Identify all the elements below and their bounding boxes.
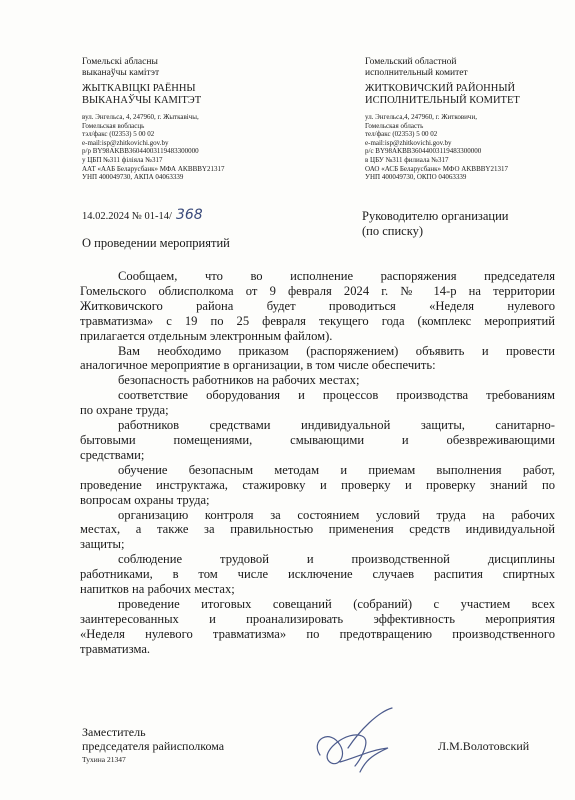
body-line: организацию контроля за состоянием условий труда на рабочих — [118, 507, 555, 522]
header-name-line: ЖЫТКАВІЦКІ РАЁННЫ — [82, 83, 196, 94]
body-line: проведение инструктажа, стажировку и проверку и проверку знаний по — [80, 477, 555, 492]
body-line: Сообщаем, что во исполнение распоряжения председателя — [118, 269, 555, 283]
header-org-by — [82, 57, 272, 79]
body-line: травматизма» с 19 по 25 февраля текущего года (комплекс мероприятий — [80, 313, 555, 328]
header-name-line: ЖИТКОВИЧСКИЙ РАЙОННЫЙ — [365, 83, 516, 94]
executor: Тухина 21347 — [82, 755, 126, 764]
header-russian — [365, 57, 565, 182]
registration-date-number: 14.02.2024 № 01-14/ — [82, 211, 172, 222]
body-line: напитков на рабочих местах; — [80, 582, 235, 597]
body-line: Вам необходимо приказом (распоряжением) объявить и провести — [118, 343, 555, 358]
header-detail-line: ААТ «ААБ Беларусбанк» МФА AKBBBY21317 — [82, 164, 225, 173]
body-line: соблюдение трудовой и производственной дисциплины — [118, 552, 555, 567]
body-line: «Неделя нулевого травматизма» по предотвращению производственного — [80, 626, 555, 641]
addressee-line: (по списку) — [362, 224, 424, 238]
body-line: средствами; — [80, 447, 145, 462]
body-line: защиты; — [80, 537, 125, 552]
body-line: работников средствами индивидуальной защиты, санитарно- — [118, 418, 555, 433]
header-detail-line: р/р BY98AKBB36044003119483300000 — [82, 147, 199, 156]
header-name-ru — [365, 83, 565, 107]
header-name-by — [82, 83, 272, 107]
header-detail-line: ОАО «АСБ Беларусбанк» МФО AKBBBY21317 — [365, 164, 508, 173]
signatory-title — [82, 725, 224, 753]
header-detail-line: тел/факс (02353) 5 00 02 — [365, 130, 438, 139]
body-line: заинтересованных и проанализировать эффективность мероприятия — [80, 611, 555, 626]
header-detail-line: у ЦБП №311 філіяла №317 — [82, 155, 163, 164]
body-line: вопросам охраны труда; — [80, 492, 210, 507]
header-org-ru — [365, 57, 565, 79]
body-text — [0, 269, 575, 657]
body-line: соответствие оборудования и процессов производства требованиям — [118, 388, 555, 403]
header-detail-line: Гомельская вобласць — [82, 121, 145, 130]
registration-line — [82, 207, 203, 223]
registration-handwritten-number: 368 — [175, 207, 203, 223]
addressee-line: Руководителю организации — [362, 209, 509, 223]
body-line: безопасность работников на рабочих местах; — [118, 373, 360, 388]
signatory-title-line: Заместитель — [82, 725, 146, 739]
header-detail-line: УНП 400049730, АКПА 04063339 — [82, 173, 184, 182]
body-line: Гомельского облисполкома от 9 февраля 2024 г. № 14-р на территории — [80, 283, 555, 298]
header-detail-line: УНП 400049730, ОКПО 04063339 — [365, 173, 467, 182]
header-detail-line: в ЦБУ №311 филиала №317 — [365, 155, 449, 164]
body-line: работниками, в том числе исключение случаев распития спиртных — [80, 567, 555, 582]
header-detail-line: e-mail:isp@zhitkovichi.gov.by — [82, 138, 169, 147]
header-org-line: исполнительный комитет — [365, 68, 468, 78]
header-detail-line: e-mail:isp@zhitkovichi.gov.by — [365, 138, 452, 147]
body-line: проведение итоговых совещаний (собраний) с участием всех — [118, 596, 555, 611]
body-line: бытовыми помещениями, смывающими и обезвреживающими — [80, 432, 555, 447]
header-name-line: ВЫКАНАЎЧЫ КАМІТЭТ — [82, 95, 202, 106]
signatory-name: Л.М.Волотовский — [438, 739, 530, 753]
header-detail-line: вул. Энгельса, 4, 247960, г. Жыткавічы, — [82, 113, 199, 121]
header-detail-line: р/с BY98AKBB36044003119483300000 — [365, 147, 482, 156]
signatory-title-line: председателя райисполкома — [82, 739, 225, 753]
header-org-line: Гомельскі абласны — [82, 57, 158, 67]
header-org-line: Гомельский областной — [365, 57, 457, 67]
body-line: аналогичное мероприятие в организации, в том числе обеспечить: — [80, 358, 436, 373]
body-line: прилагается отдельным электронным файлом). — [80, 328, 333, 343]
addressee — [362, 209, 508, 239]
header-org-line: выканаўчы камітэт — [82, 68, 160, 78]
header-detail-line: тэл/факс (02353) 5 00 02 — [82, 130, 155, 139]
header-details-ru — [365, 113, 565, 182]
body-line: по охране труда; — [80, 403, 169, 418]
header-detail-line: ул. Энгельса,4, 247960, г. Житковичи, — [365, 113, 477, 121]
handwritten-signature-icon — [300, 700, 410, 780]
header-detail-line: Гомельская область — [365, 121, 424, 130]
header-details-by — [82, 113, 272, 182]
body-line: местах, а также за правильностью применения средств индивидуальной — [80, 522, 555, 537]
subject: О проведении мероприятий — [82, 236, 230, 250]
header-name-line: ИСПОЛНИТЕЛЬНЫЙ КОМИТЕТ — [365, 95, 520, 106]
body-line: травматизма. — [80, 641, 151, 656]
body-line: Житковичского района будет проводиться «Неделя нулевого — [80, 298, 555, 313]
body-line: обучение безопасным методам и приемам выполнения работ, — [118, 462, 555, 477]
header-belarusian — [82, 57, 272, 182]
